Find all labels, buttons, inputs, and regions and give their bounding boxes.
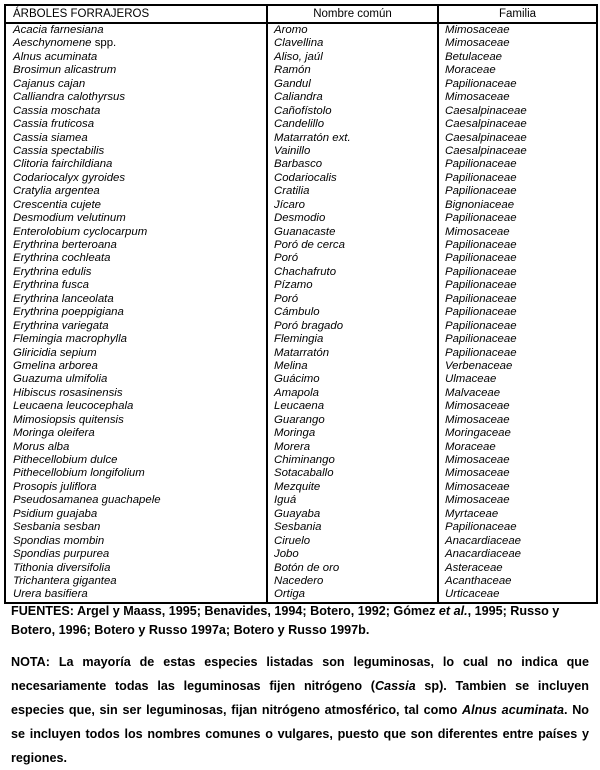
family-cell: Caesalpinaceae bbox=[445, 131, 527, 144]
family-column bbox=[439, 24, 596, 602]
species-cell bbox=[13, 454, 266, 467]
family-cell: Anacardiaceae bbox=[445, 534, 521, 547]
species-cell bbox=[13, 172, 266, 185]
family-cell: Acanthaceae bbox=[445, 574, 512, 587]
family-cell: Mimosaceae bbox=[445, 413, 510, 426]
species-cell bbox=[13, 239, 266, 252]
common-name-cell: Guayaba bbox=[274, 507, 321, 520]
common-name-cell: Melina bbox=[274, 359, 308, 372]
note-text-2: sp). Tambien se incluyen especies que, sin ser leguminosas, fijan nitrógeno atmosférico, tal como bbox=[11, 679, 589, 717]
family-cell: Papilionaceae bbox=[445, 333, 517, 346]
header-family: Familia bbox=[498, 8, 537, 20]
family-cell: Papilionaceae bbox=[445, 171, 517, 184]
species-name: Morus alba bbox=[13, 440, 70, 453]
species-suffix: spp. bbox=[91, 37, 117, 50]
common-name-cell: Amapola bbox=[274, 386, 319, 399]
common-name-cell: Iguá bbox=[274, 494, 297, 507]
species-name: Spondias purpurea bbox=[13, 548, 110, 561]
family-cell: Verbenaceae bbox=[445, 359, 513, 372]
species-name: Cassia fruticosa bbox=[13, 118, 95, 131]
species-name: Erythrina fusca bbox=[13, 279, 89, 292]
species-name: Cratylia argentea bbox=[13, 185, 100, 198]
note-species: Alnus acuminata bbox=[461, 703, 564, 717]
species-cell bbox=[13, 118, 266, 131]
common-name-cell: Jícaro bbox=[274, 198, 306, 211]
common-name-cell: Gandul bbox=[274, 77, 311, 90]
species-cell bbox=[13, 373, 266, 386]
species-cell bbox=[13, 91, 266, 104]
species-name: Mimosiopsis quitensis bbox=[13, 413, 124, 426]
common-name-cell: Pízamo bbox=[274, 279, 313, 292]
species-name: Erythrina cochleata bbox=[13, 252, 111, 265]
species-name: Spondias mombin bbox=[13, 534, 105, 547]
species-cell bbox=[13, 279, 266, 292]
species-cell bbox=[13, 320, 266, 333]
species-cell bbox=[13, 427, 266, 440]
species-name: Enterolobium cyclocarpum bbox=[13, 225, 148, 238]
family-cell: Mimosaceae bbox=[445, 37, 510, 50]
note-text-3: . No se incluyen todos los nombres comunes o vulgares, puesto que son diferentes entre países y regiones. bbox=[11, 703, 589, 765]
common-name-cell: Aliso, jaúl bbox=[274, 50, 323, 63]
family-cell: Bignoniaceae bbox=[445, 198, 515, 211]
species-cell bbox=[13, 535, 266, 548]
common-name-cell: Leucaena bbox=[274, 400, 325, 413]
species-cell bbox=[13, 199, 266, 212]
common-name-column bbox=[268, 24, 439, 602]
common-name-cell: Vainillo bbox=[274, 144, 311, 157]
species-name: Pithecellobium dulce bbox=[13, 454, 118, 466]
species-name: Guazuma ulmifolia bbox=[13, 373, 108, 386]
family-cell: Caesalpinaceae bbox=[445, 104, 527, 117]
sources-paragraph bbox=[11, 602, 591, 640]
family-cell: Papilionaceae bbox=[445, 319, 517, 332]
species-name: Calliandra calothyrsus bbox=[13, 91, 126, 104]
species-cell bbox=[13, 575, 266, 588]
species-name: Erythrina lanceolata bbox=[13, 292, 114, 305]
family-cell: Papilionaceae bbox=[445, 77, 517, 90]
table-body bbox=[6, 24, 596, 602]
common-name-cell: Mezquite bbox=[274, 480, 321, 493]
note-genus: Cassia bbox=[374, 679, 416, 693]
family-cell: Papilionaceae bbox=[445, 306, 517, 319]
species-cell bbox=[13, 521, 266, 534]
common-name-cell: Guanacaste bbox=[274, 225, 336, 238]
common-name-cell: Candelillo bbox=[274, 118, 325, 131]
species-name: Aeschynomene bbox=[13, 37, 92, 50]
species-name: Erythrina variegata bbox=[13, 319, 109, 332]
species-name: Acacia farnesiana bbox=[13, 24, 104, 36]
species-cell bbox=[13, 562, 266, 575]
species-name: Flemingia macrophylla bbox=[13, 333, 127, 346]
family-cell: Papilionaceae bbox=[445, 521, 517, 534]
species-cell bbox=[13, 481, 266, 494]
species-cell bbox=[13, 145, 266, 158]
species-cell bbox=[13, 24, 266, 37]
common-name-cell: Guarango bbox=[274, 413, 325, 426]
species-name: Urera basifiera bbox=[13, 588, 88, 601]
species-cell bbox=[13, 508, 266, 521]
common-name-cell: Matarratón bbox=[274, 346, 330, 359]
family-cell: Caesalpinaceae bbox=[445, 118, 527, 131]
family-cell: Caesalpinaceae bbox=[445, 144, 527, 157]
family-cell: Anacardiaceae bbox=[445, 548, 521, 561]
species-cell bbox=[13, 306, 266, 319]
family-cell: Papilionaceae bbox=[445, 252, 517, 265]
common-name-cell: Guácimo bbox=[274, 373, 320, 386]
family-cell: Papilionaceae bbox=[445, 239, 517, 251]
common-name-cell: Cratilia bbox=[274, 185, 310, 198]
species-name: Psidium guajaba bbox=[13, 507, 98, 520]
species-name: Sesbania sesban bbox=[13, 521, 101, 534]
species-name: Erythrina edulis bbox=[13, 265, 92, 278]
family-cell: Mimosaceae bbox=[445, 24, 510, 36]
family-cell: Papilionaceae bbox=[445, 158, 517, 171]
table-header bbox=[6, 6, 596, 24]
common-name-cell: Chiminango bbox=[274, 454, 335, 466]
sources-text-2: , 1995; Russo y Botero, 1996; Botero y Russo 1997a; Botero y Russo 1997b. bbox=[11, 604, 560, 637]
common-name-cell: Chachafruto bbox=[274, 265, 337, 278]
species-cell bbox=[13, 414, 266, 427]
common-name-cell: Flemingia bbox=[274, 333, 324, 346]
common-name-cell: Barbasco bbox=[274, 158, 323, 171]
family-cell: Papilionaceae bbox=[445, 346, 517, 359]
family-cell: Papilionaceae bbox=[445, 292, 517, 305]
family-cell: Myrtaceae bbox=[445, 507, 499, 520]
species-name: Gmelina arborea bbox=[13, 359, 98, 372]
species-cell bbox=[13, 226, 266, 239]
species-name: Brosimun alicastrum bbox=[13, 64, 117, 77]
species-name: Crescentia cujete bbox=[13, 198, 102, 211]
species-name: Cassia siamea bbox=[13, 131, 88, 144]
common-name-cell: Ramón bbox=[274, 64, 311, 77]
note-paragraph bbox=[11, 650, 589, 770]
species-name: Cassia moschata bbox=[13, 104, 101, 117]
family-cell: Moraceae bbox=[445, 64, 496, 77]
common-name-cell: Cámbulo bbox=[274, 306, 320, 319]
family-cell: Mimosaceae bbox=[445, 91, 510, 104]
species-cell bbox=[13, 467, 266, 480]
species-name: Tithonia diversifolia bbox=[13, 561, 111, 574]
species-name: Desmodium velutinum bbox=[13, 212, 126, 225]
family-cell: Moraceae bbox=[445, 440, 496, 453]
species-name: Erythrina berteroana bbox=[13, 239, 117, 251]
family-cell: Moringaceae bbox=[445, 427, 511, 440]
species-name: Trichantera gigantea bbox=[13, 574, 117, 587]
species-cell bbox=[13, 347, 266, 360]
forage-trees-table bbox=[4, 4, 598, 604]
sources-et-al: et al. bbox=[438, 604, 468, 618]
species-cell bbox=[13, 252, 266, 265]
header-common-name: Nombre común bbox=[268, 6, 439, 22]
common-name-cell: Morera bbox=[274, 440, 311, 453]
species-cell bbox=[13, 548, 266, 561]
note-text-1: NOTA: La mayoría de estas especies listadas son leguminosas, lo cual no indica que necesariamente todas las leguminosas fijen nitrógeno ( bbox=[11, 655, 589, 693]
species-name: Leucaena leucocephala bbox=[13, 400, 134, 413]
species-cell bbox=[13, 400, 266, 413]
species-cell bbox=[13, 293, 266, 306]
species-cell bbox=[13, 266, 266, 279]
species-cell bbox=[13, 105, 266, 118]
family-cell: Mimosaceae bbox=[445, 494, 510, 507]
common-name-cell: Caliandra bbox=[274, 91, 323, 104]
header-species: ÁRBOLES FORRAJEROS bbox=[6, 6, 268, 22]
species-cell bbox=[13, 158, 266, 171]
common-name-cell: Sesbania bbox=[274, 521, 322, 534]
species-name: Cajanus cajan bbox=[13, 77, 86, 90]
family-cell: Asteraceae bbox=[445, 561, 503, 574]
family-cell: Mimosaceae bbox=[445, 467, 510, 480]
family-cell: Papilionaceae bbox=[445, 265, 517, 278]
species-name: Pithecellobium longifolium bbox=[13, 467, 145, 480]
species-cell bbox=[13, 333, 266, 346]
species-name: Prosopis juliflora bbox=[13, 480, 97, 493]
sources-text-1: FUENTES: Argel y Maass, 1995; Benavides, 1994; Botero, 1992; Gómez bbox=[11, 604, 439, 618]
family-cell: Mimosaceae bbox=[445, 454, 510, 466]
species-name: Clitoria fairchildiana bbox=[13, 158, 113, 171]
common-name-cell: Moringa bbox=[274, 427, 316, 440]
species-name: Pseudosamanea guachapele bbox=[13, 494, 161, 507]
common-name-cell: Nacedero bbox=[274, 574, 324, 587]
species-cell bbox=[13, 78, 266, 91]
species-cell bbox=[13, 441, 266, 454]
common-name-cell: Desmodio bbox=[274, 212, 326, 225]
family-cell: Mimosaceae bbox=[445, 480, 510, 493]
common-name-cell: Ciruelo bbox=[274, 534, 311, 547]
common-name-cell: Poró bragado bbox=[274, 319, 344, 332]
species-name: Cassia spectabilis bbox=[13, 144, 105, 157]
common-name-cell: Cañofístolo bbox=[274, 104, 332, 117]
species-cell bbox=[13, 494, 266, 507]
common-name-cell: Sotacaballo bbox=[274, 467, 334, 480]
common-name-cell: Ortiga bbox=[274, 588, 306, 601]
family-cell: Malvaceae bbox=[445, 386, 501, 399]
species-cell bbox=[13, 51, 266, 64]
species-column bbox=[6, 24, 268, 602]
family-cell: Mimosaceae bbox=[445, 400, 510, 413]
common-name-cell: Codariocalis bbox=[274, 171, 337, 184]
species-name: Gliricidia sepium bbox=[13, 346, 97, 359]
species-cell bbox=[13, 360, 266, 373]
species-cell bbox=[13, 185, 266, 198]
species-name: Moringa oleifera bbox=[13, 427, 95, 440]
family-cell: Papilionaceae bbox=[445, 279, 517, 292]
common-name-cell: Botón de oro bbox=[274, 561, 340, 574]
family-cell: Mimosaceae bbox=[445, 225, 510, 238]
common-name-cell: Jobo bbox=[274, 548, 299, 561]
common-name-cell: Matarratón ext. bbox=[274, 131, 351, 144]
species-cell bbox=[13, 132, 266, 145]
species-cell bbox=[13, 212, 266, 225]
family-cell: Ulmaceae bbox=[445, 373, 497, 386]
common-name-cell: Poró bbox=[274, 252, 299, 265]
species-name: Alnus acuminata bbox=[13, 50, 98, 63]
common-name-cell: Aromo bbox=[274, 24, 308, 36]
species-cell bbox=[13, 37, 266, 50]
common-name-cell: Poró de cerca bbox=[274, 239, 345, 251]
family-cell: Urticaceae bbox=[445, 588, 500, 601]
species-cell bbox=[13, 64, 266, 77]
family-cell: Papilionaceae bbox=[445, 185, 517, 198]
common-name-cell: Clavellina bbox=[274, 37, 324, 50]
species-cell bbox=[13, 387, 266, 400]
species-name: Codariocalyx gyroides bbox=[13, 171, 126, 184]
species-cell bbox=[13, 588, 266, 601]
family-cell: Papilionaceae bbox=[445, 212, 517, 225]
species-name: Hibiscus rosasinensis bbox=[13, 386, 123, 399]
species-name: Erythrina poeppigiana bbox=[13, 306, 124, 319]
family-cell: Betulaceae bbox=[445, 50, 502, 63]
common-name-cell: Poró bbox=[274, 292, 299, 305]
